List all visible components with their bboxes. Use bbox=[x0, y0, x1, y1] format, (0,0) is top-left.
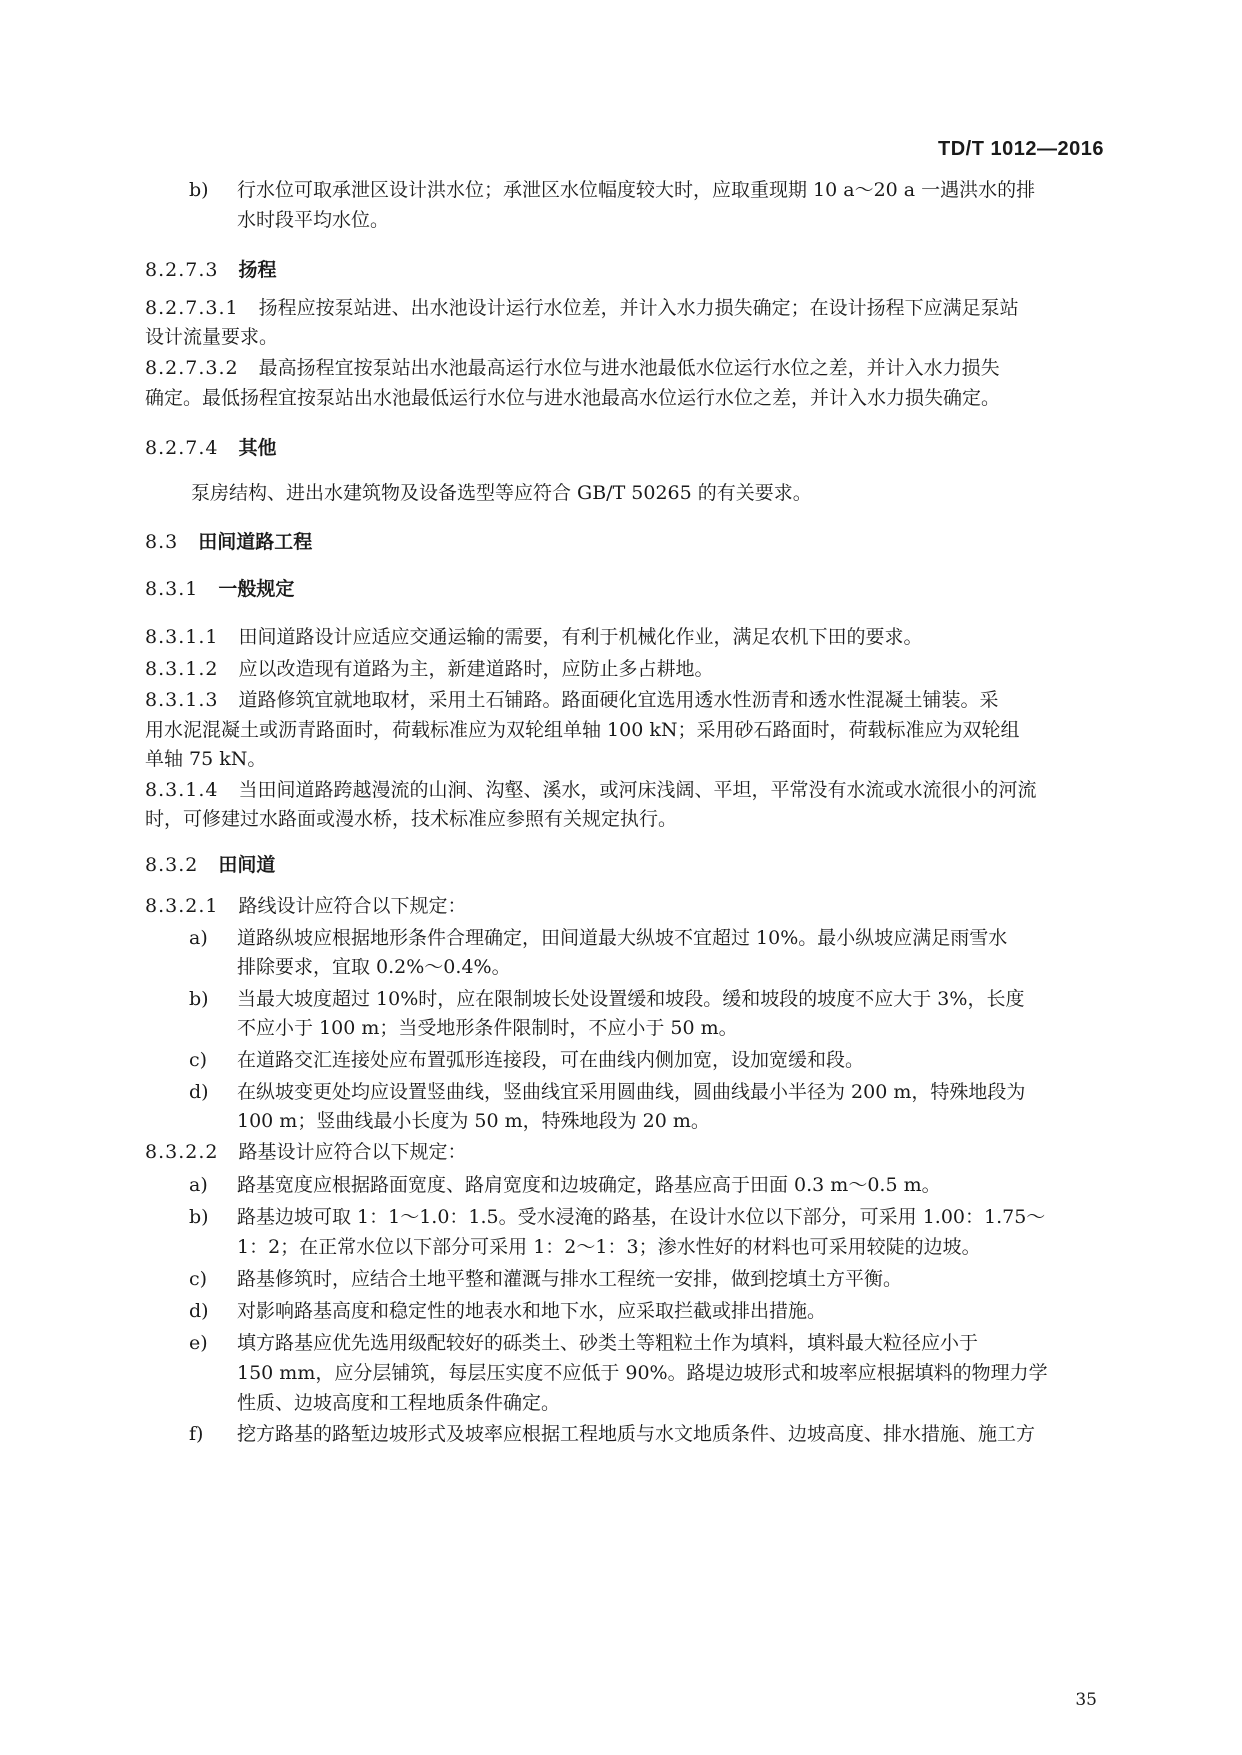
clause-8-3-1-3-cont2: 单轴 75 kN。 bbox=[145, 748, 267, 770]
list-item-c: c) 路基修筑时，应结合土地平整和灌溉与排水工程统一安排，做到挖填土方平衡。 bbox=[189, 1268, 903, 1290]
list-item-e: e) 填方路基应优先选用级配较好的砾类土、砂类土等粗粒土作为填料，填料最大粒径应小于 bbox=[189, 1332, 979, 1354]
clause-8-3-2-1: 8.3.2.1 路线设计应符合以下规定： bbox=[145, 895, 467, 917]
list-item-b-cont: 不应小于 100 m；当受地形条件限制时，不应小于 50 m。 bbox=[237, 1017, 738, 1039]
list-item-b-cont: 1：2；在正常水位以下部分可采用 1：2～1：3；渗水性好的材料也可采用较陡的边坡。 bbox=[237, 1236, 981, 1258]
clause-8-3-1-4: 8.3.1.4 当田间道路跨越漫流的山涧、沟壑、溪水，或河床浅阔、平坦，平常没有水流或水流很小的河流 bbox=[145, 779, 1037, 801]
clause-8-3-1-3-cont1: 用水泥混凝土或沥青路面时，荷载标准应为双轮组单轴 100 kN；采用砂石路面时，荷载标准应为双轮组 bbox=[145, 719, 1020, 741]
list-item-d: d) 对影响路基高度和稳定性的地表水和地下水，应采取拦截或排出措施。 bbox=[189, 1300, 827, 1322]
list-item-e-cont1: 150 mm，应分层铺筑，每层压实度不应低于 90%。路堤边坡形式和坡率应根据填料的物理力学 bbox=[237, 1362, 1048, 1384]
list-item-b-cont: 水时段平均水位。 bbox=[237, 209, 390, 231]
heading-8-3-1: 8.3.1 一般规定 bbox=[145, 578, 295, 600]
clause-8-2-7-3-1: 8.2.7.3.1 扬程应按泵站进、出水池设计运行水位差，并计入水力损失确定；在设计扬程下应满足泵站 bbox=[145, 297, 1019, 319]
clause-8-3-2-2: 8.3.2.2 路基设计应符合以下规定： bbox=[145, 1141, 467, 1163]
clause-8-2-7-3-2: 8.2.7.3.2 最高扬程宜按泵站出水池最高运行水位与进水池最低水位运行水位之差，并计入水力损失 bbox=[145, 357, 1000, 379]
paragraph-8-2-7-4: 泵房结构、进出水建筑物及设备选型等应符合 GB/T 50265 的有关要求。 bbox=[191, 482, 812, 504]
heading-8-2-7-4: 8.2.7.4 其他 bbox=[145, 437, 277, 459]
list-item-e-cont2: 性质、边坡高度和工程地质条件确定。 bbox=[237, 1392, 561, 1414]
clause-8-2-7-3-2-cont: 确定。最低扬程宜按泵站出水池最低运行水位与进水池最高水位运行水位之差，并计入水力损失确定。 bbox=[145, 387, 1001, 409]
standard-code: TD/T 1012—2016 bbox=[938, 138, 1104, 160]
list-item-b: b) 行水位可取承泄区设计洪水位；承泄区水位幅度较大时，应取重现期 10 a～20 a 一遇洪水的排 bbox=[189, 179, 1036, 201]
page-number: 35 bbox=[1075, 1690, 1097, 1710]
list-item-a-cont: 排除要求，宜取 0.2%～0.4%。 bbox=[237, 956, 511, 978]
list-item-b: b) 当最大坡度超过 10%时，应在限制坡长处设置缓和坡段。缓和坡段的坡度不应大于 3%，长度 bbox=[189, 988, 1025, 1010]
list-item-b: b) 路基边坡可取 1：1～1.0：1.5。受水浸淹的路基，在设计水位以下部分，可采用 1.00：1.75～ bbox=[189, 1206, 1046, 1228]
clause-8-3-1-2: 8.3.1.2 应以改造现有道路为主，新建道路时，应防止多占耕地。 bbox=[145, 658, 714, 680]
list-item-a: a) 道路纵坡应根据地形条件合理确定，田间道最大纵坡不宜超过 10%。最小纵坡应满足雨雪水 bbox=[189, 927, 1008, 949]
list-item-f: f) 挖方路基的路堑边坡形式及坡率应根据工程地质与水文地质条件、边坡高度、排水措施、施工方 bbox=[189, 1423, 1036, 1445]
heading-8-3-2: 8.3.2 田间道 bbox=[145, 854, 276, 876]
list-item-a: a) 路基宽度应根据路面宽度、路肩宽度和边坡确定，路基应高于田面 0.3 m～0.5 m。 bbox=[189, 1174, 941, 1196]
clause-8-3-1-1: 8.3.1.1 田间道路设计应适应交通运输的需要，有利于机械化作业，满足农机下田的要求。 bbox=[145, 626, 923, 648]
clause-8-3-1-3: 8.3.1.3 道路修筑宜就地取材，采用土石铺路。路面硬化宜选用透水性沥青和透水性混凝土铺装。采 bbox=[145, 689, 999, 711]
clause-8-2-7-3-1-cont: 设计流量要求。 bbox=[145, 326, 279, 348]
clause-8-3-1-4-cont: 时，可修建过水路面或漫水桥，技术标准应参照有关规定执行。 bbox=[145, 808, 678, 830]
list-item-d: d) 在纵坡变更处均应设置竖曲线，竖曲线宜采用圆曲线，圆曲线最小半径为 200 m，特殊地段为 bbox=[189, 1081, 1026, 1103]
heading-8-2-7-3: 8.2.7.3 扬程 bbox=[145, 259, 277, 281]
list-item-d-cont: 100 m；竖曲线最小长度为 50 m，特殊地段为 20 m。 bbox=[237, 1110, 710, 1132]
heading-8-3: 8.3 田间道路工程 bbox=[145, 531, 313, 553]
list-item-c: c) 在道路交汇连接处应布置弧形连接段，可在曲线内侧加宽，设加宽缓和段。 bbox=[189, 1049, 865, 1071]
